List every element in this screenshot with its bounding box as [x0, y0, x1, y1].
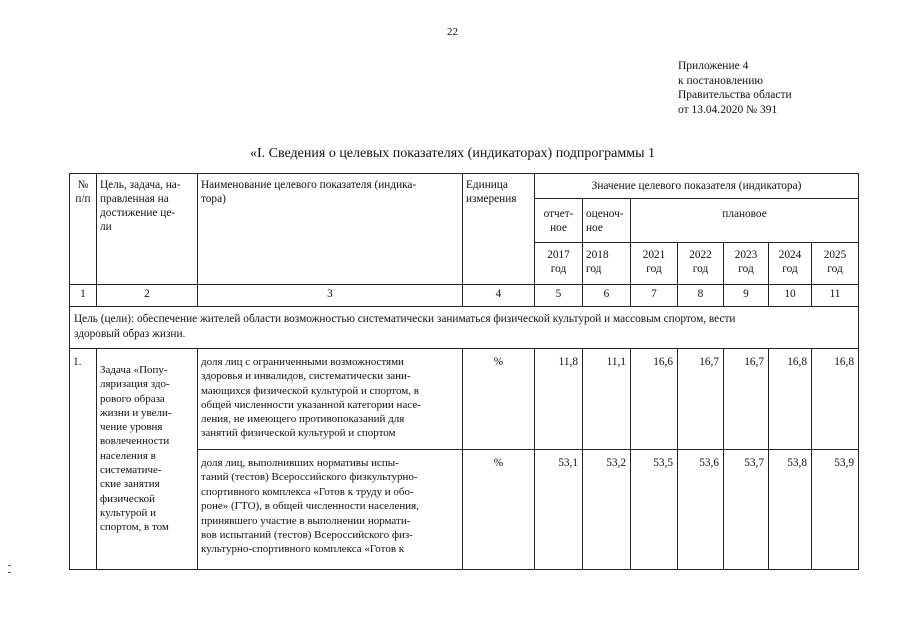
task-text-line: ляризация здо-	[100, 378, 170, 391]
header-unit	[463, 174, 535, 285]
indicator-text-line: спортивного комплекса «Готов к труду и обо-	[201, 485, 414, 498]
value-cell: 16,7	[724, 349, 769, 450]
header-text-line: п/п	[75, 193, 91, 205]
indicator-text-line: вов испытаний (тестов) Всероссийского физ-	[201, 529, 413, 542]
indicator-text-line: роне» (ГТО), в общей численности населения,	[201, 500, 419, 513]
page-number: 22	[447, 26, 458, 38]
indicator-text-line: таний (тестов) Всероссийского физкультурно-	[201, 471, 418, 484]
value-cell: 53,7	[724, 450, 769, 570]
year-suffix: год	[550, 263, 567, 275]
header-text-line: Наименование целевого показателя (индика-	[201, 179, 417, 191]
indicator-text-line: здоровья и инвалидов, систематически зани-	[201, 370, 411, 383]
value-cell: 16,6	[631, 349, 678, 450]
indicator-text-line: принявшего участие в выполнении нормати-	[201, 514, 411, 527]
indicator-text-line: культурно-спортивного комплекса «Готов к	[201, 543, 405, 556]
year-value: 2024	[778, 249, 802, 261]
header-text-line: ли	[100, 221, 112, 233]
column-number: 7	[631, 285, 678, 307]
value-cell: 16,7	[678, 349, 724, 450]
year-value: 2022	[689, 249, 712, 261]
indicator-name-cell	[198, 349, 463, 450]
year-value: 2023	[734, 249, 758, 261]
value-cell: 11,1	[583, 349, 631, 450]
header-text-line: ное	[586, 222, 603, 234]
column-number: 2	[97, 285, 198, 307]
appendix-line: Правительства области	[678, 89, 792, 101]
header-text-line: ное	[550, 222, 567, 234]
column-number: 9	[724, 285, 769, 307]
year-value: 2018	[586, 249, 609, 261]
task-text-line: ские занятия	[100, 478, 160, 491]
header-year	[812, 243, 859, 285]
task-text-line: спортом, в том	[100, 521, 169, 534]
header-year	[583, 243, 631, 285]
indicator-text-line: доля лиц, выполнивших нормативы испы-	[201, 457, 399, 469]
header-value-group: Значение целевого показателя (индикатора)	[535, 174, 859, 199]
value-cell: 53,8	[769, 450, 812, 570]
header-text-line: достижение це-	[100, 207, 176, 219]
year-value: 2025	[823, 249, 847, 261]
column-number: 10	[769, 285, 812, 307]
indicator-text-line: занятий физической культурой и спортом	[201, 427, 396, 440]
task-text-line: Задача «Попу-	[100, 364, 168, 376]
indicator-text-line: ления, не имеющего противопоказаний для	[201, 413, 405, 426]
indicator-name-cell	[198, 450, 463, 570]
unit-cell: %	[463, 349, 535, 450]
header-text-line: правленная на	[100, 193, 169, 205]
appendix-block	[678, 59, 792, 117]
row-number: 1.	[70, 349, 97, 570]
column-number: 5	[535, 285, 583, 307]
value-cell: 53,1	[535, 450, 583, 570]
header-text-line: №	[77, 179, 89, 191]
value-cell: 16,8	[812, 349, 859, 450]
column-number: 11	[812, 285, 859, 307]
header-indicator	[198, 174, 463, 285]
value-cell: 16,8	[769, 349, 812, 450]
year-value: 2017	[547, 249, 570, 261]
column-number: 1	[70, 285, 97, 307]
header-text-line: оценоч-	[586, 208, 624, 220]
task-text-line: культурой и	[100, 506, 156, 519]
header-text-line: Единица	[466, 179, 508, 191]
unit-cell: %	[463, 450, 535, 570]
task-cell	[97, 349, 198, 570]
goal-text-line: здоровый образ жизни.	[74, 328, 186, 340]
scan-edge-mark	[8, 565, 12, 585]
header-text-line: отчет-	[543, 208, 574, 220]
year-suffix: год	[586, 263, 602, 275]
task-text-line: систематиче-	[100, 464, 162, 477]
value-cell: 53,9	[812, 450, 859, 570]
indicator-text-line: мающихся физической культурой и спортом, в	[201, 384, 419, 397]
year-suffix: год	[827, 263, 843, 275]
appendix-line: от 13.04.2020 № 391	[678, 103, 778, 116]
document-title: «I. Сведения о целевых показателях (индикаторах) подпрограммы 1	[250, 146, 655, 161]
value-cell: 11,8	[535, 349, 583, 450]
value-cell: 53,5	[631, 450, 678, 570]
header-estimate	[583, 199, 631, 243]
header-text-line: тора)	[201, 193, 226, 205]
header-text-line: Цель, задача, на-	[100, 179, 181, 191]
indicator-text-line: общей численности указанной категории насе-	[201, 398, 421, 411]
header-year	[535, 243, 583, 285]
column-number: 8	[678, 285, 724, 307]
column-number: 3	[198, 285, 463, 307]
appendix-line: Приложение 4	[678, 60, 749, 72]
header-year	[631, 243, 678, 285]
column-number: 4	[463, 285, 535, 307]
value-cell: 53,6	[678, 450, 724, 570]
year-suffix: год	[692, 263, 709, 275]
header-goal	[97, 174, 198, 285]
header-report	[535, 199, 583, 243]
task-text-line: физической	[100, 492, 155, 505]
task-text-line: населения в	[100, 449, 156, 462]
value-cell: 53,2	[583, 450, 631, 570]
task-text-line: чение уровня	[100, 421, 163, 434]
goal-text-line: Цель (цели): обеспечение жителей области возможностью систематически заниматься физической культурой и массовым спортом, вести	[74, 313, 736, 325]
column-number: 6	[583, 285, 631, 307]
year-suffix: год	[738, 263, 754, 275]
task-text-line: жизни и увели-	[100, 406, 172, 419]
header-year	[678, 243, 724, 285]
header-num	[70, 174, 97, 285]
year-value: 2021	[642, 249, 666, 261]
header-year	[724, 243, 769, 285]
appendix-line: к постановлению	[678, 74, 763, 87]
year-suffix: год	[646, 263, 662, 275]
year-suffix: год	[782, 263, 798, 275]
indicator-text-line: доля лиц с ограниченными возможностями	[201, 356, 404, 368]
task-text-line: рового образа	[100, 392, 165, 405]
header-planned: плановое	[631, 199, 859, 243]
task-text-line: вовлеченности	[100, 435, 170, 448]
indicators-table	[69, 173, 859, 570]
goal-row	[70, 307, 859, 349]
header-year	[769, 243, 812, 285]
header-text-line: измерения	[466, 193, 517, 205]
